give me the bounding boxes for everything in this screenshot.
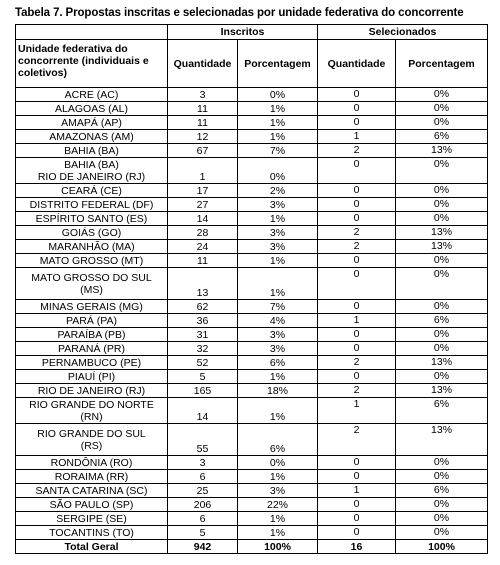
cell-uf: MATO GROSSO DO SUL (MS)	[16, 268, 168, 300]
cell-inscritos-quantidade: 5	[168, 526, 238, 540]
cell-selecionados-porcentagem: 0%	[396, 456, 488, 470]
cell-selecionados-quantidade: 0	[318, 184, 396, 198]
cell-inscritos-porcentagem: 1%	[238, 130, 318, 144]
total-row	[16, 540, 488, 554]
cell-selecionados-porcentagem: 0%	[396, 198, 488, 212]
table-row	[16, 370, 488, 384]
cell-selecionados-quantidade: 0	[318, 300, 396, 314]
cell-selecionados-porcentagem: 0%	[396, 370, 488, 384]
total-selecionados-porcentagem: 100%	[396, 540, 488, 554]
cell-selecionados-quantidade: 0	[318, 328, 396, 342]
cell-uf: ALAGOAS (AL)	[16, 102, 168, 116]
cell-selecionados-porcentagem: 0%	[396, 342, 488, 356]
table-row	[16, 342, 488, 356]
cell-selecionados-porcentagem: 6%	[396, 484, 488, 498]
cell-selecionados-porcentagem: 0%	[396, 526, 488, 540]
cell-selecionados-porcentagem: 13%	[396, 240, 488, 254]
cell-selecionados-quantidade: 0	[318, 212, 396, 226]
cell-inscritos-porcentagem: 3%	[238, 342, 318, 356]
cell-inscritos-porcentagem: 4%	[238, 314, 318, 328]
cell-inscritos-quantidade: 206	[168, 498, 238, 512]
cell-inscritos-porcentagem: 0%	[238, 158, 318, 184]
cell-uf: SÃO PAULO (SP)	[16, 498, 168, 512]
cell-selecionados-porcentagem: 0%	[396, 102, 488, 116]
cell-selecionados-porcentagem: 0%	[396, 512, 488, 526]
cell-uf: PARÁ (PA)	[16, 314, 168, 328]
cell-uf: MARANHÃO (MA)	[16, 240, 168, 254]
cell-inscritos-quantidade: 36	[168, 314, 238, 328]
cell-uf: ESPÍRITO SANTO (ES)	[16, 212, 168, 226]
cell-inscritos-quantidade: 11	[168, 102, 238, 116]
cell-inscritos-quantidade: 3	[168, 88, 238, 102]
cell-selecionados-porcentagem: 0%	[396, 328, 488, 342]
cell-uf: AMAZONAS (AM)	[16, 130, 168, 144]
cell-selecionados-quantidade: 1	[318, 398, 396, 424]
cell-inscritos-porcentagem: 1%	[238, 212, 318, 226]
total-inscritos-quantidade: 942	[168, 540, 238, 554]
table-row	[16, 498, 488, 512]
cell-inscritos-porcentagem: 1%	[238, 254, 318, 268]
cell-uf: CEARÁ (CE)	[16, 184, 168, 198]
cell-selecionados-porcentagem: 0%	[396, 498, 488, 512]
cell-selecionados-porcentagem: 6%	[396, 130, 488, 144]
cell-uf: MATO GROSSO (MT)	[16, 254, 168, 268]
cell-selecionados-quantidade: 2	[318, 356, 396, 370]
table-row	[16, 512, 488, 526]
table-row	[16, 384, 488, 398]
cell-inscritos-quantidade: 14	[168, 398, 238, 424]
cell-inscritos-porcentagem: 7%	[238, 144, 318, 158]
cell-selecionados-quantidade: 0	[318, 370, 396, 384]
table-row	[16, 184, 488, 198]
cell-inscritos-porcentagem: 22%	[238, 498, 318, 512]
cell-inscritos-quantidade: 55	[168, 424, 238, 456]
column-header-inscritos-porcentagem: Porcentagem	[238, 40, 318, 88]
cell-selecionados-quantidade: 2	[318, 424, 396, 456]
cell-selecionados-quantidade: 1	[318, 484, 396, 498]
table-row	[16, 424, 488, 456]
cell-selecionados-quantidade: 0	[318, 470, 396, 484]
cell-selecionados-quantidade: 2	[318, 384, 396, 398]
cell-inscritos-porcentagem: 1%	[238, 102, 318, 116]
cell-uf: PARAÍBA (PB)	[16, 328, 168, 342]
cell-selecionados-quantidade: 0	[318, 268, 396, 300]
cell-selecionados-porcentagem: 13%	[396, 144, 488, 158]
cell-uf: RONDÔNIA (RO)	[16, 456, 168, 470]
column-header-selecionados-porcentagem: Porcentagem	[396, 40, 488, 88]
cell-uf: RIO GRANDE DO NORTE (RN)	[16, 398, 168, 424]
cell-inscritos-quantidade: 25	[168, 484, 238, 498]
cell-uf: DISTRITO FEDERAL (DF)	[16, 198, 168, 212]
group-header-inscritos: Inscritos	[168, 25, 318, 40]
cell-uf: ACRE (AC)	[16, 88, 168, 102]
column-header-selecionados-quantidade: Quantidade	[318, 40, 396, 88]
cell-inscritos-quantidade: 14	[168, 212, 238, 226]
cell-inscritos-porcentagem: 18%	[238, 384, 318, 398]
cell-selecionados-porcentagem: 0%	[396, 470, 488, 484]
header-blank-cell	[16, 25, 168, 40]
table-row	[16, 116, 488, 130]
cell-inscritos-porcentagem: 1%	[238, 268, 318, 300]
cell-selecionados-quantidade: 0	[318, 198, 396, 212]
cell-inscritos-porcentagem: 1%	[238, 116, 318, 130]
cell-uf: BAHIA (BA) RIO DE JANEIRO (RJ)	[16, 158, 168, 184]
cell-uf: PERNAMBUCO (PE)	[16, 356, 168, 370]
cell-selecionados-porcentagem: 13%	[396, 356, 488, 370]
cell-selecionados-porcentagem: 13%	[396, 424, 488, 456]
cell-uf: PARANÁ (PR)	[16, 342, 168, 356]
cell-selecionados-quantidade: 0	[318, 456, 396, 470]
cell-selecionados-quantidade: 2	[318, 144, 396, 158]
table-row	[16, 102, 488, 116]
table-row	[16, 88, 488, 102]
cell-inscritos-quantidade: 52	[168, 356, 238, 370]
cell-inscritos-quantidade: 13	[168, 268, 238, 300]
table-row	[16, 356, 488, 370]
cell-inscritos-quantidade: 32	[168, 342, 238, 356]
table-row	[16, 158, 488, 184]
column-header-uf: Unidade federativa do concorrente (individuais e coletivos)	[16, 40, 168, 88]
cell-uf: PIAUÍ (PI)	[16, 370, 168, 384]
group-header-selecionados: Selecionados	[318, 25, 488, 40]
cell-uf: SANTA CATARINA (SC)	[16, 484, 168, 498]
table-row	[16, 198, 488, 212]
cell-inscritos-quantidade: 6	[168, 470, 238, 484]
table-row	[16, 526, 488, 540]
uf-table	[15, 24, 488, 554]
cell-inscritos-porcentagem: 1%	[238, 470, 318, 484]
cell-selecionados-porcentagem: 13%	[396, 226, 488, 240]
cell-inscritos-quantidade: 12	[168, 130, 238, 144]
cell-inscritos-quantidade: 17	[168, 184, 238, 198]
cell-inscritos-quantidade: 31	[168, 328, 238, 342]
cell-uf: BAHIA (BA)	[16, 144, 168, 158]
cell-inscritos-porcentagem: 6%	[238, 356, 318, 370]
cell-selecionados-quantidade: 0	[318, 254, 396, 268]
cell-selecionados-porcentagem: 13%	[396, 384, 488, 398]
table-row	[16, 300, 488, 314]
cell-inscritos-porcentagem: 3%	[238, 328, 318, 342]
cell-selecionados-quantidade: 0	[318, 342, 396, 356]
cell-uf: GOIÁS (GO)	[16, 226, 168, 240]
table-row	[16, 240, 488, 254]
cell-inscritos-porcentagem: 6%	[238, 424, 318, 456]
cell-selecionados-porcentagem: 0%	[396, 88, 488, 102]
cell-uf: RIO DE JANEIRO (RJ)	[16, 384, 168, 398]
cell-inscritos-porcentagem: 0%	[238, 88, 318, 102]
table-row	[16, 130, 488, 144]
column-header-inscritos-quantidade: Quantidade	[168, 40, 238, 88]
cell-inscritos-quantidade: 67	[168, 144, 238, 158]
cell-selecionados-quantidade: 0	[318, 512, 396, 526]
cell-selecionados-porcentagem: 6%	[396, 398, 488, 424]
cell-inscritos-porcentagem: 1%	[238, 398, 318, 424]
cell-inscritos-porcentagem: 1%	[238, 526, 318, 540]
cell-inscritos-quantidade: 11	[168, 116, 238, 130]
cell-uf: TOCANTINS (TO)	[16, 526, 168, 540]
table-row	[16, 398, 488, 424]
cell-uf: SERGIPE (SE)	[16, 512, 168, 526]
cell-selecionados-porcentagem: 0%	[396, 158, 488, 184]
cell-inscritos-quantidade: 62	[168, 300, 238, 314]
cell-selecionados-porcentagem: 0%	[396, 254, 488, 268]
cell-inscritos-quantidade: 27	[168, 198, 238, 212]
cell-selecionados-quantidade: 0	[318, 88, 396, 102]
cell-inscritos-quantidade: 3	[168, 456, 238, 470]
cell-inscritos-quantidade: 165	[168, 384, 238, 398]
cell-selecionados-porcentagem: 6%	[396, 314, 488, 328]
cell-inscritos-quantidade: 6	[168, 512, 238, 526]
cell-inscritos-porcentagem: 7%	[238, 300, 318, 314]
table-row	[16, 254, 488, 268]
cell-inscritos-porcentagem: 3%	[238, 240, 318, 254]
table-row	[16, 484, 488, 498]
table-row	[16, 456, 488, 470]
cell-selecionados-porcentagem: 0%	[396, 212, 488, 226]
total-selecionados-quantidade: 16	[318, 540, 396, 554]
cell-uf: MINAS GERAIS (MG)	[16, 300, 168, 314]
cell-selecionados-porcentagem: 0%	[396, 116, 488, 130]
cell-inscritos-porcentagem: 3%	[238, 226, 318, 240]
cell-selecionados-porcentagem: 0%	[396, 268, 488, 300]
cell-inscritos-porcentagem: 0%	[238, 456, 318, 470]
cell-selecionados-quantidade: 1	[318, 130, 396, 144]
table-row	[16, 144, 488, 158]
cell-inscritos-porcentagem: 3%	[238, 198, 318, 212]
table-caption: Tabela 7. Propostas inscritas e selecionadas por unidade federativa do concorrente	[15, 7, 464, 19]
cell-inscritos-quantidade: 24	[168, 240, 238, 254]
table-row	[16, 470, 488, 484]
cell-selecionados-quantidade: 1	[318, 314, 396, 328]
cell-inscritos-porcentagem: 3%	[238, 484, 318, 498]
cell-inscritos-quantidade: 28	[168, 226, 238, 240]
cell-selecionados-porcentagem: 0%	[396, 184, 488, 198]
cell-selecionados-porcentagem: 0%	[396, 300, 488, 314]
cell-uf: RORAIMA (RR)	[16, 470, 168, 484]
cell-selecionados-quantidade: 0	[318, 158, 396, 184]
cell-selecionados-quantidade: 0	[318, 116, 396, 130]
cell-inscritos-porcentagem: 2%	[238, 184, 318, 198]
cell-selecionados-quantidade: 0	[318, 498, 396, 512]
cell-uf: RIO GRANDE DO SUL (RS)	[16, 424, 168, 456]
cell-inscritos-porcentagem: 1%	[238, 512, 318, 526]
table-row	[16, 212, 488, 226]
cell-selecionados-quantidade: 0	[318, 526, 396, 540]
table-row	[16, 328, 488, 342]
cell-uf: AMAPÁ (AP)	[16, 116, 168, 130]
table-row	[16, 226, 488, 240]
cell-inscritos-quantidade: 11	[168, 254, 238, 268]
cell-inscritos-porcentagem: 1%	[238, 370, 318, 384]
cell-inscritos-quantidade: 1	[168, 158, 238, 184]
cell-inscritos-quantidade: 5	[168, 370, 238, 384]
table-row	[16, 268, 488, 300]
total-inscritos-porcentagem: 100%	[238, 540, 318, 554]
total-label: Total Geral	[16, 540, 168, 554]
cell-selecionados-quantidade: 0	[318, 102, 396, 116]
table-row	[16, 314, 488, 328]
cell-selecionados-quantidade: 2	[318, 240, 396, 254]
cell-selecionados-quantidade: 2	[318, 226, 396, 240]
